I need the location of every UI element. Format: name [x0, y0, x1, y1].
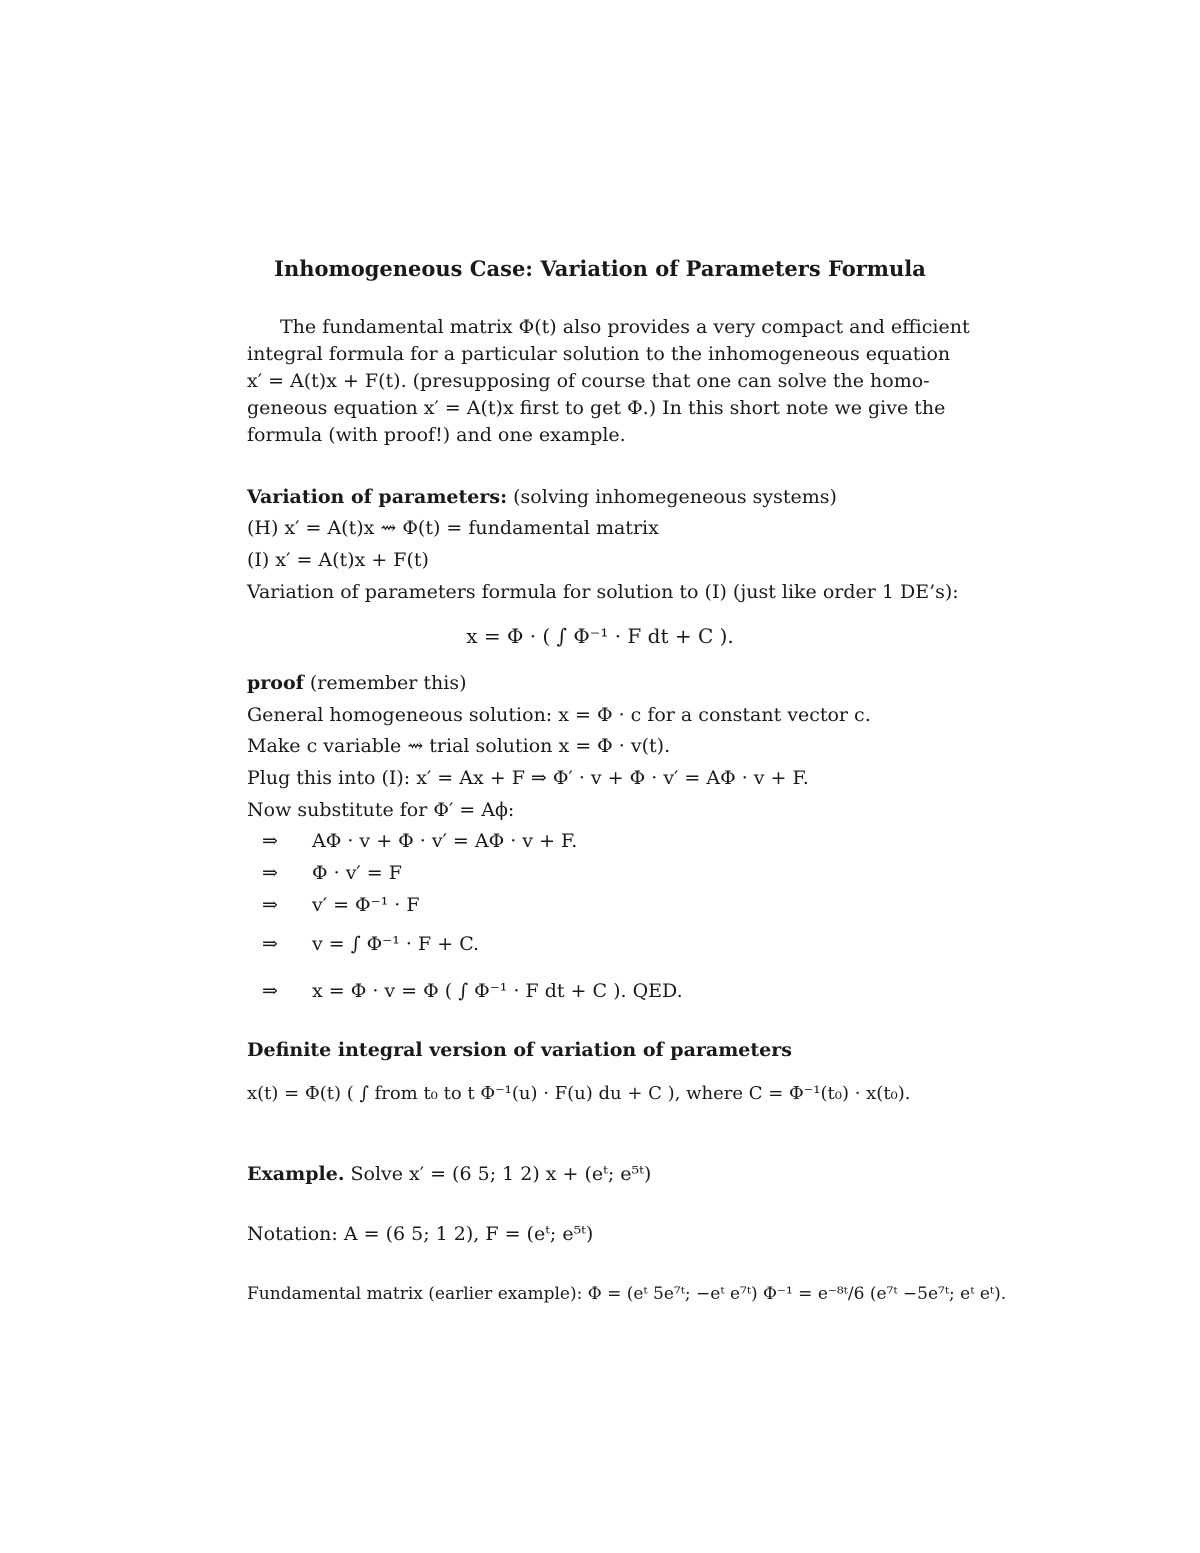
page-title: Inhomogeneous Case: Variation of Parameters Formula — [274, 256, 926, 281]
step-arrow: ⇒ — [262, 894, 278, 916]
homogeneous-system-line: (H) x′ = A(t)x ⇝ Φ(t) = fundamental matrix — [247, 517, 659, 539]
example-text: Solve x′ = (6 5; 1 2) x + (eᵗ; e⁵ᵗ) — [350, 1163, 652, 1185]
step-expression: v = ∫ Φ⁻¹ · F + C. — [312, 933, 480, 955]
proof-heading-line — [247, 672, 467, 694]
step-arrow: ⇒ — [262, 862, 278, 884]
step-expression: Φ · v′ = F — [312, 862, 402, 884]
proof-line-4: Now substitute for Φ′ = Aϕ: — [247, 799, 515, 821]
step-expression: x = Φ · v = Φ ( ∫ Φ⁻¹ · F dt + C ). QED. — [312, 980, 683, 1002]
notation-line: Notation: A = (6 5; 1 2), F = (eᵗ; e⁵ᵗ) — [247, 1223, 594, 1245]
fundamental-matrix-line: Fundamental matrix (earlier example): Φ = (eᵗ 5e⁷ᵗ; −eᵗ e⁷ᵗ) Φ⁻¹ = e⁻⁸ᵗ/6 (e⁷ᵗ −5e⁷ᵗ; eᵗ eᵗ). — [247, 1284, 1007, 1304]
proof-line-1: General homogeneous solution: x = Φ · c for a constant vector c. — [247, 704, 871, 726]
proof-line-2: Make c variable ⇝ trial solution x = Φ · v(t). — [247, 735, 671, 757]
definite-heading — [247, 1039, 792, 1061]
definite-formula: x(t) = Φ(t) ( ∫ from t₀ to t Φ⁻¹(u) · F(u) du + C ), where C = Φ⁻¹(t₀) · x(t₀). — [247, 1083, 911, 1104]
example-label: Example. — [247, 1163, 345, 1185]
intro-line-2: integral formula for a particular solution to the inhomogeneous equation — [247, 343, 951, 365]
step-arrow: ⇒ — [262, 933, 278, 955]
vop-formula: x = Φ · ( ∫ Φ⁻¹ · F dt + C ). — [466, 624, 734, 648]
step-expression: AΦ · v + Φ · v′ = AΦ · v + F. — [312, 830, 578, 852]
vop-heading: Variation of parameters: — [247, 486, 508, 508]
proof-line-3: Plug this into (I): x′ = Ax + F ⇒ Φ′ · v + Φ · v′ = AΦ · v + F. — [247, 767, 809, 789]
intro-line-3: x′ = A(t)x + F(t). (presupposing of course that one can solve the homo- — [247, 370, 930, 392]
proof-heading: proof — [247, 672, 304, 694]
formula-intro-line: Variation of parameters formula for solution to (I) (just like order 1 DE’s): — [247, 581, 959, 603]
definite-heading-text: Definite integral version of variation of parameters — [247, 1039, 792, 1061]
intro-line-5: formula (with proof!) and one example. — [247, 424, 626, 446]
step-arrow: ⇒ — [262, 830, 278, 852]
proof-note: (remember this) — [303, 672, 467, 694]
vop-heading-line — [247, 486, 837, 508]
inhomogeneous-system-line: (I) x′ = A(t)x + F(t) — [247, 549, 429, 571]
step-arrow: ⇒ — [262, 980, 278, 1002]
step-expression: v′ = Φ⁻¹ · F — [312, 894, 420, 916]
vop-heading-note: (solving inhomegeneous systems) — [507, 486, 837, 508]
example-line — [247, 1163, 651, 1185]
intro-line-4: geneous equation x′ = A(t)x first to get Φ.) In this short note we give the — [247, 397, 946, 419]
intro-line-1: The fundamental matrix Φ(t) also provides a very compact and efficient — [280, 316, 970, 338]
